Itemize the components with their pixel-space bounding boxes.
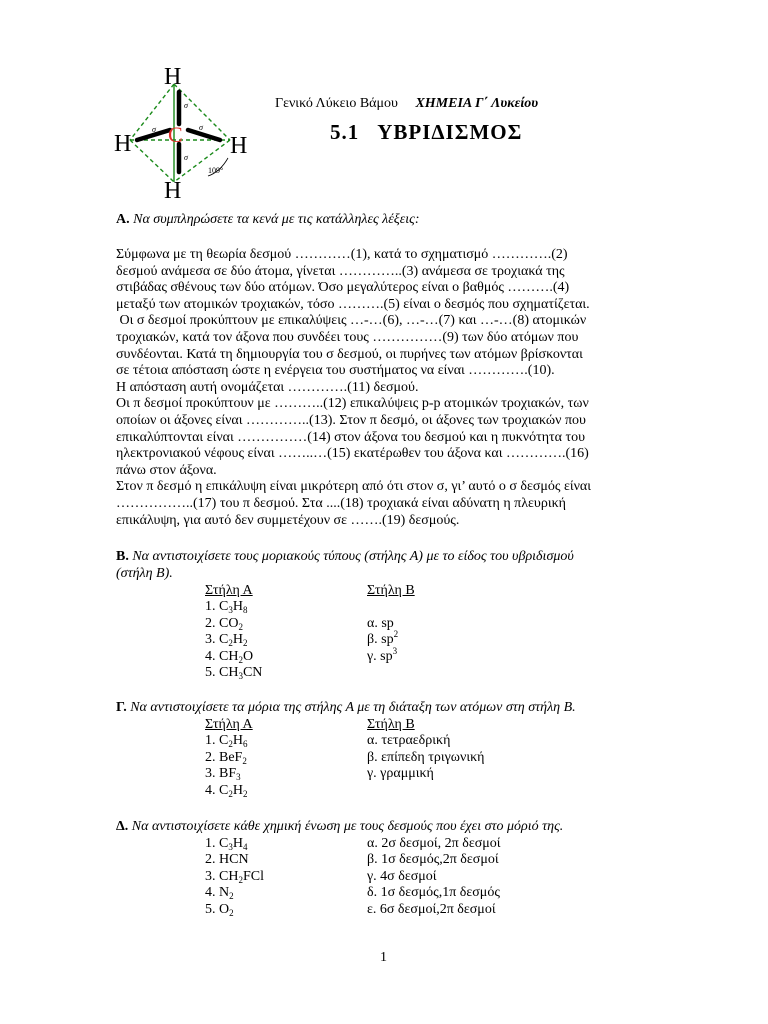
formula-item: 4. $C_2H_2$ bbox=[205, 782, 248, 799]
bond-label-bottom: σ bbox=[184, 153, 188, 162]
atom-h-right: H bbox=[230, 133, 248, 159]
hybrid-item: α. sp bbox=[367, 615, 394, 631]
column-b-header: Στήλη Β bbox=[367, 583, 415, 598]
arrangement-item: γ. γραμμική bbox=[367, 766, 434, 782]
formula-item: 2. HCN bbox=[205, 852, 249, 868]
column-a-header: Στήλη Α bbox=[205, 717, 253, 732]
section-d-letter: Δ. bbox=[116, 819, 129, 834]
atom-c-center: C bbox=[168, 122, 183, 147]
formula-item: 4. $CH_2O$ bbox=[205, 648, 254, 665]
formula-item: 2. $CO_2$ bbox=[205, 615, 243, 632]
hybrid-item: γ. $sp^3$ bbox=[367, 645, 398, 664]
formula-item: 5. $CH_3CN$ bbox=[205, 665, 263, 682]
section-a-line: Στον π δεσμό η επικάλυψη είναι μικρότερη από ότι στον σ, γι’ αυτό ο σ δεσμός είναι bbox=[116, 479, 592, 495]
formula-item: 2. BeF$_2$ bbox=[205, 749, 247, 766]
section-b-column-b bbox=[367, 583, 415, 665]
section-a-line: επικαλύπτονται είναι ……………(14) στον άξονα του δεσμού και η πυκνότητα του bbox=[116, 429, 586, 445]
formula-item: 5. $O_2$ bbox=[205, 901, 234, 918]
section-b-column-a bbox=[205, 583, 262, 681]
section-b-letter: Β. bbox=[116, 549, 129, 564]
formula-item: 1. $C_3H_4$ bbox=[205, 836, 248, 852]
page-title: 5.1 ΥΒΡΙΔΙΣΜΟΣ bbox=[330, 120, 523, 144]
bond-item: ε. 6σ δεσμοί,2π δεσμοί bbox=[367, 901, 496, 917]
bond-item: α. 2σ δεσμοί, 2π δεσμοί bbox=[367, 836, 501, 851]
section-a-letter: Α. bbox=[116, 212, 130, 227]
bond-label-left: σ bbox=[152, 125, 156, 134]
section-a-line: Η απόσταση αυτή ονομάζεται ………….(11) δεσμού. bbox=[116, 379, 419, 395]
section-a-line: ……………..(17) του π δεσμού. Στα ....(18) τροχιακά είναι αδύνατη η πλευρική bbox=[116, 495, 566, 511]
bond-item: β. 1σ δεσμός,2π δεσμοί bbox=[367, 852, 499, 868]
bond-item: δ. 1σ δεσμός,1π δεσμός bbox=[367, 885, 500, 901]
section-a-text bbox=[116, 247, 651, 529]
formula-item: 3. $C_2H_2$ bbox=[205, 632, 248, 649]
section-c-column-a bbox=[205, 717, 253, 799]
section-c-letter: Γ. bbox=[116, 700, 127, 715]
bond-label-right: σ bbox=[199, 123, 203, 132]
section-c-heading bbox=[116, 700, 576, 716]
atom-h-bottom: H bbox=[164, 178, 182, 204]
atom-h-left: H bbox=[114, 131, 132, 157]
hybrid-item: β. $sp^2$ bbox=[367, 629, 399, 648]
section-a-line: πάνω στον άξονα. bbox=[116, 462, 217, 478]
angle-label: 109° bbox=[208, 166, 224, 175]
section-d-column-b bbox=[367, 836, 501, 918]
bond-item: γ. 4σ δεσμοί bbox=[367, 868, 437, 884]
school-name: Γενικό Λύκειο Βάμου bbox=[275, 96, 398, 111]
section-a-heading bbox=[116, 212, 420, 228]
formula-item: 3. $CH_2FCl$ bbox=[205, 868, 264, 885]
formula-item: 4. $N_2$ bbox=[205, 885, 234, 902]
arrangement-item: α. τετραεδρική bbox=[367, 733, 451, 749]
section-a-line: Οι σ δεσμοί προκύπτουν με επικαλύψεις …-…(6), …-…(7) και …-…(8) ατομικών bbox=[116, 313, 587, 329]
header-line bbox=[275, 96, 538, 112]
section-a-line: Σύμφωνα με τη θεωρία δεσμού …………(1), κατά το σχηματισμό ………….(2) bbox=[116, 247, 568, 262]
page-number: 1 bbox=[380, 950, 387, 965]
subject-name: ΧΗΜΕΙΑ Γ΄ Λυκείου bbox=[415, 96, 539, 111]
section-a-line: οποίων οι άξονες είναι …………..(13). Στον π δεσμό, οι άξονες των τροχιακών που bbox=[116, 412, 586, 428]
section-b-instruction-cont: (στήλη Β). bbox=[116, 566, 173, 581]
section-a-line: δεσμού ανάμεσα σε δύο άτομα, γίνεται …………..(3) ανάμεσα σε τροχιακά της bbox=[116, 263, 565, 279]
column-a-header: Στήλη Α bbox=[205, 583, 253, 598]
section-c-instruction: Να αντιστοιχίσετε τα μόρια της στήλης Α με τη διάταξη των ατόμων στη στήλη Β. bbox=[130, 700, 576, 715]
section-a-line: ηλεκτρονιακού νέφους είναι ……..…(15) εκατέρωθεν του άξονα και ………….(16) bbox=[116, 446, 589, 462]
section-a-line: σε τέτοια απόσταση ώστε η ενέργεια του συστήματος να είναι ………….(10). bbox=[116, 363, 555, 379]
methane-tetrahedron-diagram bbox=[112, 58, 262, 208]
section-a-line: τροχιακών, κατά τον άξονα που συνδέει τους ……………(9) των δύο ατόμων που bbox=[116, 329, 579, 345]
section-b-instruction: Να αντιστοιχίσετε τους μοριακούς τύπους (στήλης Α) με το είδος του υβριδισμού bbox=[132, 549, 574, 564]
section-d-column-a bbox=[205, 836, 264, 918]
section-c-column-b bbox=[367, 717, 484, 783]
section-d-instruction: Να αντιστοιχίσετε κάθε χημική ένωση με τους δεσμούς που έχει στο μόριό της. bbox=[131, 819, 564, 834]
section-a-line: επικάλυψη, για αυτό δεν συμμετέχουν σε …….(19) δεσμούς. bbox=[116, 512, 460, 528]
section-b-heading bbox=[116, 549, 574, 565]
section-a-line: στιβάδας σθένους των δύο ατόμων. Όσο μεγαλύτερος είναι ο βαθμός ……….(4) bbox=[116, 280, 570, 296]
formula-item: 3. $BF_3$ bbox=[205, 766, 241, 783]
section-a-line: συνδέονται. Κατά τη δημιουργία του σ δεσμού, οι πυρήνες των ατόμων βρίσκονται bbox=[116, 346, 583, 362]
arrangement-item: β. επίπεδη τριγωνική bbox=[367, 749, 485, 765]
bond-label-top: σ bbox=[184, 101, 188, 110]
section-a-instruction: Να συμπληρώσετε τα κενά με τις κατάλληλες λέξεις: bbox=[133, 212, 420, 227]
formula-item: 1. $C_2H_6$ bbox=[205, 733, 248, 750]
atom-h-top: H bbox=[164, 64, 182, 90]
section-d-heading bbox=[116, 819, 563, 835]
column-b-header: Στήλη Β bbox=[367, 717, 415, 732]
section-a-line: μεταξύ των ατομικών τροχιακών, τόσο ……….(5) είναι ο δεσμός που σχηματίζεται. bbox=[116, 296, 590, 312]
section-a-line: Οι π δεσμοί προκύπτουν με ………..(12) επικαλύψεις p-p ατομικών τροχιακών, των bbox=[116, 396, 589, 412]
formula-item: 1. $C_3H_8$ bbox=[205, 599, 248, 616]
